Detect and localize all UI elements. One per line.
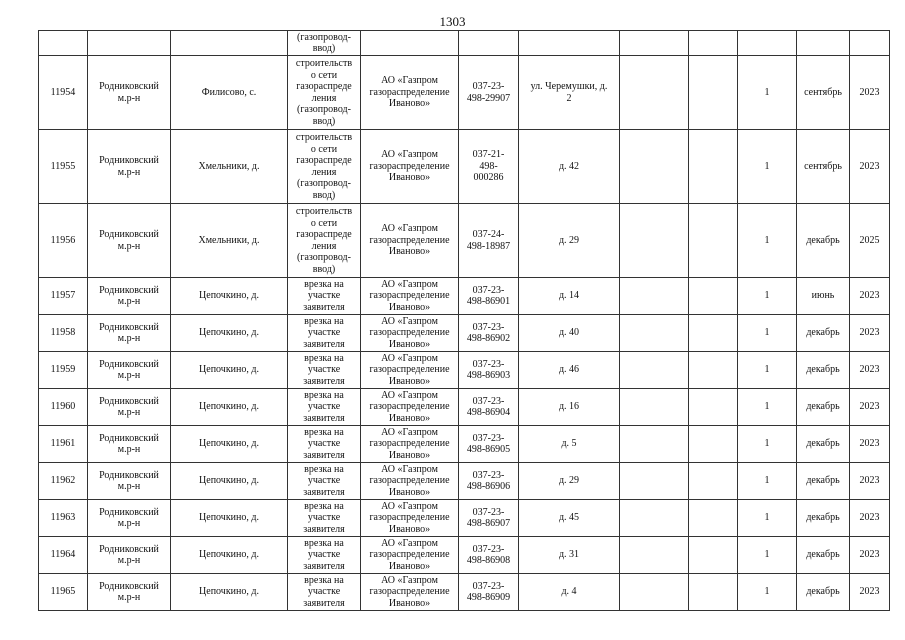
- district-text: Родниковский м.р-н: [99, 81, 159, 104]
- year-text: 2023: [859, 549, 880, 561]
- cell-empty: [620, 315, 689, 352]
- qty-text: 1: [764, 401, 770, 413]
- cell-district: [88, 537, 171, 574]
- cell-address: [519, 389, 620, 426]
- qty-text: 1: [764, 512, 770, 524]
- cell-work-type: [288, 56, 361, 130]
- cell-locality: [171, 315, 288, 352]
- cell-org: [361, 204, 459, 278]
- qty-text: 1: [764, 160, 770, 172]
- district-text: Родниковский м.р-н: [99, 155, 159, 178]
- work-type-text: (газопровод- ввод): [297, 31, 351, 54]
- cell-locality: [171, 500, 288, 537]
- cell-code: [459, 56, 519, 130]
- cell-month: [797, 315, 850, 352]
- table-row: [39, 204, 890, 278]
- cell-qty: [738, 426, 797, 463]
- cell-district: [88, 574, 171, 611]
- org-text: АО «Газпром газораспределение Иваново»: [369, 278, 450, 313]
- locality-text: Цепочкино, д.: [199, 401, 259, 413]
- cell-code: [459, 278, 519, 315]
- cell-locality: [171, 56, 288, 130]
- cell-district: [88, 389, 171, 426]
- month-text: декабрь: [806, 401, 840, 413]
- cell-locality: [171, 352, 288, 389]
- cell-org: [361, 389, 459, 426]
- month-text: сентябрь: [804, 160, 842, 172]
- org-text: АО «Газпром газораспределение Иваново»: [369, 426, 450, 461]
- id-text: 11956: [50, 234, 76, 246]
- cell-month: [797, 56, 850, 130]
- cell-year: [850, 574, 890, 611]
- code-text: 037-23- 498-86908: [466, 543, 511, 566]
- cell-address: [519, 500, 620, 537]
- cell-empty: [689, 56, 738, 130]
- district-text: Родниковский м.р-н: [99, 321, 159, 344]
- page-number: 1303: [439, 14, 466, 29]
- id-text: 11959: [50, 364, 76, 376]
- locality-text: Цепочкино, д.: [199, 512, 259, 524]
- code-text: 037-23- 498-29907: [466, 81, 511, 104]
- cell-district: [88, 204, 171, 278]
- district-text: Родниковский м.р-н: [99, 358, 159, 381]
- cell-empty: [620, 463, 689, 500]
- cell-month: [797, 500, 850, 537]
- cell-address: [519, 315, 620, 352]
- cell-district: [88, 315, 171, 352]
- work-type-text: врезка на участке заявителя: [303, 537, 345, 572]
- cell-code: [459, 426, 519, 463]
- org-text: АО «Газпром газораспределение Иваново»: [369, 389, 450, 424]
- cell-month: [797, 389, 850, 426]
- cell-empty: [689, 463, 738, 500]
- cell-district: [88, 31, 171, 56]
- cell-org: [361, 278, 459, 315]
- registry-table: [38, 30, 890, 611]
- cell-month: [797, 537, 850, 574]
- cell-code: [459, 204, 519, 278]
- district-text: Родниковский м.р-н: [99, 284, 159, 307]
- locality-text: Цепочкино, д.: [199, 327, 259, 339]
- district-text: Родниковский м.р-н: [99, 469, 159, 492]
- locality-text: Цепочкино, д.: [199, 290, 259, 302]
- qty-text: 1: [764, 438, 770, 450]
- cell-org: [361, 426, 459, 463]
- locality-text: Хмельники, д.: [198, 234, 260, 246]
- cell-locality: [171, 130, 288, 204]
- cell-id: [39, 315, 88, 352]
- cell-work-type: [288, 426, 361, 463]
- cell-empty: [689, 389, 738, 426]
- month-text: декабрь: [806, 549, 840, 561]
- id-text: 11963: [50, 512, 76, 524]
- work-type-text: врезка на участке заявителя: [303, 426, 345, 461]
- year-text: 2023: [859, 364, 880, 376]
- cell-qty: [738, 56, 797, 130]
- table-row: [39, 56, 890, 130]
- code-text: 037-24- 498-18987: [466, 229, 511, 252]
- work-type-text: врезка на участке заявителя: [303, 352, 345, 387]
- cell-empty: [620, 278, 689, 315]
- cell-qty: [738, 500, 797, 537]
- org-text: АО «Газпром газораспределение Иваново»: [369, 149, 450, 184]
- id-text: 11964: [50, 549, 76, 561]
- table-row: [39, 426, 890, 463]
- cell-empty: [620, 426, 689, 463]
- org-text: АО «Газпром газораспределение Иваново»: [369, 500, 450, 535]
- code-text: 037-23- 498-86903: [466, 358, 511, 381]
- cell-empty: [689, 352, 738, 389]
- cell-code: [459, 352, 519, 389]
- cell-empty: [689, 278, 738, 315]
- work-type-text: врезка на участке заявителя: [303, 574, 345, 609]
- cell-work-type: [288, 463, 361, 500]
- cell-locality: [171, 278, 288, 315]
- cell-month: [797, 426, 850, 463]
- cell-empty: [620, 204, 689, 278]
- cell-qty: [738, 278, 797, 315]
- cell-qty: [738, 537, 797, 574]
- cell-district: [88, 130, 171, 204]
- year-text: 2023: [859, 475, 880, 487]
- district-text: Родниковский м.р-н: [99, 432, 159, 455]
- month-text: декабрь: [806, 586, 840, 598]
- cell-id: [39, 500, 88, 537]
- cell-qty: [738, 204, 797, 278]
- table-row: [39, 278, 890, 315]
- cell-code: [459, 130, 519, 204]
- cell-empty: [620, 130, 689, 204]
- year-text: 2023: [859, 438, 880, 450]
- cell-work-type: [288, 31, 361, 56]
- cell-code: [459, 463, 519, 500]
- code-text: 037-23- 498-86906: [466, 469, 511, 492]
- address-text: д. 42: [558, 160, 580, 172]
- cell-locality: [171, 31, 288, 56]
- cell-year: [850, 352, 890, 389]
- id-text: 11957: [50, 290, 76, 302]
- address-text: д. 5: [561, 438, 577, 450]
- id-text: 11961: [50, 438, 76, 450]
- locality-text: Цепочкино, д.: [199, 549, 259, 561]
- cell-month: [797, 130, 850, 204]
- cell-org: [361, 130, 459, 204]
- cell-org: [361, 31, 459, 56]
- cell-empty: [689, 130, 738, 204]
- work-type-text: врезка на участке заявителя: [303, 500, 345, 535]
- code-text: 037-23- 498-86901: [466, 284, 511, 307]
- table-row: [39, 537, 890, 574]
- work-type-text: врезка на участке заявителя: [303, 278, 345, 313]
- address-text: д. 45: [558, 512, 580, 524]
- org-text: АО «Газпром газораспределение Иваново»: [369, 75, 450, 110]
- cell-empty: [620, 352, 689, 389]
- month-text: сентябрь: [804, 86, 842, 98]
- cell-empty: [620, 574, 689, 611]
- cell-work-type: [288, 500, 361, 537]
- work-type-text: врезка на участке заявителя: [303, 315, 345, 350]
- org-text: АО «Газпром газораспределение Иваново»: [369, 537, 450, 572]
- cell-empty: [689, 537, 738, 574]
- year-text: 2023: [859, 290, 880, 302]
- year-text: 2023: [859, 160, 880, 172]
- district-text: Родниковский м.р-н: [99, 506, 159, 529]
- cell-month: [797, 278, 850, 315]
- cell-locality: [171, 204, 288, 278]
- cell-work-type: [288, 130, 361, 204]
- address-text: д. 4: [561, 586, 577, 598]
- cell-address: [519, 31, 620, 56]
- cell-year: [850, 389, 890, 426]
- cell-qty: [738, 130, 797, 204]
- cell-id: [39, 537, 88, 574]
- cell-id: [39, 56, 88, 130]
- table-row: [39, 130, 890, 204]
- locality-text: Цепочкино, д.: [199, 475, 259, 487]
- qty-text: 1: [764, 290, 770, 302]
- cell-address: [519, 426, 620, 463]
- work-type-text: врезка на участке заявителя: [303, 389, 345, 424]
- work-type-text: строительств о сети газораспреде ления (газопровод- ввод): [295, 206, 353, 275]
- id-text: 11965: [50, 586, 76, 598]
- locality-text: Хмельники, д.: [198, 160, 260, 172]
- table-row: [39, 463, 890, 500]
- cell-id: [39, 389, 88, 426]
- code-text: 037-23- 498-86902: [466, 321, 511, 344]
- cell-work-type: [288, 389, 361, 426]
- cell-qty: [738, 389, 797, 426]
- cell-work-type: [288, 537, 361, 574]
- table-row: [39, 315, 890, 352]
- month-text: декабрь: [806, 512, 840, 524]
- cell-year: [850, 315, 890, 352]
- org-text: АО «Газпром газораспределение Иваново»: [369, 223, 450, 258]
- id-text: 11960: [50, 401, 76, 413]
- cell-work-type: [288, 278, 361, 315]
- qty-text: 1: [764, 364, 770, 376]
- code-text: 037-23- 498-86907: [466, 506, 511, 529]
- cell-district: [88, 56, 171, 130]
- month-text: декабрь: [806, 327, 840, 339]
- cell-id: [39, 278, 88, 315]
- cell-year: [850, 426, 890, 463]
- cell-code: [459, 500, 519, 537]
- year-text: 2025: [859, 234, 880, 246]
- district-text: Родниковский м.р-н: [99, 229, 159, 252]
- id-text: 11962: [50, 475, 76, 487]
- cell-year: [850, 31, 890, 56]
- qty-text: 1: [764, 86, 770, 98]
- cell-code: [459, 315, 519, 352]
- cell-id: [39, 130, 88, 204]
- address-text: д. 16: [558, 401, 580, 413]
- cell-org: [361, 574, 459, 611]
- cell-work-type: [288, 574, 361, 611]
- org-text: АО «Газпром газораспределение Иваново»: [369, 574, 450, 609]
- cell-address: [519, 130, 620, 204]
- work-type-text: строительств о сети газораспреде ления (газопровод- ввод): [295, 58, 353, 127]
- code-text: 037-23- 498-86904: [466, 395, 511, 418]
- cell-year: [850, 500, 890, 537]
- cell-empty: [689, 500, 738, 537]
- id-text: 11955: [50, 160, 76, 172]
- table-row: [39, 31, 890, 56]
- cell-org: [361, 56, 459, 130]
- org-text: АО «Газпром газораспределение Иваново»: [369, 315, 450, 350]
- cell-org: [361, 537, 459, 574]
- cell-code: [459, 574, 519, 611]
- cell-qty: [738, 31, 797, 56]
- address-text: д. 29: [558, 475, 580, 487]
- address-text: д. 29: [558, 234, 580, 246]
- cell-locality: [171, 389, 288, 426]
- cell-qty: [738, 463, 797, 500]
- district-text: Родниковский м.р-н: [99, 580, 159, 603]
- year-text: 2023: [859, 586, 880, 598]
- address-text: д. 14: [558, 290, 580, 302]
- qty-text: 1: [764, 549, 770, 561]
- month-text: декабрь: [806, 364, 840, 376]
- cell-address: [519, 204, 620, 278]
- cell-work-type: [288, 352, 361, 389]
- cell-year: [850, 537, 890, 574]
- table-row: [39, 352, 890, 389]
- cell-org: [361, 500, 459, 537]
- org-text: АО «Газпром газораспределение Иваново»: [369, 463, 450, 498]
- work-type-text: врезка на участке заявителя: [303, 463, 345, 498]
- cell-empty: [689, 315, 738, 352]
- qty-text: 1: [764, 234, 770, 246]
- cell-work-type: [288, 315, 361, 352]
- qty-text: 1: [764, 475, 770, 487]
- cell-empty: [620, 500, 689, 537]
- code-text: 037-23- 498-86909: [466, 580, 511, 603]
- address-text: д. 40: [558, 327, 580, 339]
- cell-month: [797, 204, 850, 278]
- qty-text: 1: [764, 327, 770, 339]
- cell-month: [797, 352, 850, 389]
- cell-code: [459, 537, 519, 574]
- cell-id: [39, 204, 88, 278]
- table-row: [39, 389, 890, 426]
- cell-address: [519, 56, 620, 130]
- cell-month: [797, 463, 850, 500]
- id-text: 11958: [50, 327, 76, 339]
- cell-locality: [171, 426, 288, 463]
- address-text: д. 46: [558, 364, 580, 376]
- cell-year: [850, 463, 890, 500]
- cell-month: [797, 31, 850, 56]
- cell-year: [850, 204, 890, 278]
- cell-district: [88, 426, 171, 463]
- cell-empty: [620, 537, 689, 574]
- table-row: [39, 500, 890, 537]
- locality-text: Цепочкино, д.: [199, 586, 259, 598]
- cell-qty: [738, 352, 797, 389]
- cell-id: [39, 352, 88, 389]
- cell-month: [797, 574, 850, 611]
- locality-text: Цепочкино, д.: [199, 364, 259, 376]
- cell-empty: [689, 204, 738, 278]
- cell-address: [519, 278, 620, 315]
- year-text: 2023: [859, 401, 880, 413]
- code-text: 037-21- 498- 000286: [472, 149, 505, 184]
- cell-district: [88, 278, 171, 315]
- id-text: 11954: [50, 86, 76, 98]
- cell-address: [519, 463, 620, 500]
- cell-id: [39, 31, 88, 56]
- district-text: Родниковский м.р-н: [99, 543, 159, 566]
- district-text: Родниковский м.р-н: [99, 395, 159, 418]
- cell-empty: [620, 31, 689, 56]
- cell-empty: [620, 56, 689, 130]
- cell-year: [850, 130, 890, 204]
- locality-text: Филисово, с.: [201, 86, 257, 98]
- locality-text: Цепочкино, д.: [199, 438, 259, 450]
- cell-district: [88, 500, 171, 537]
- address-text: ул. Черемушки, д. 2: [530, 81, 608, 104]
- cell-address: [519, 537, 620, 574]
- cell-empty: [689, 426, 738, 463]
- cell-locality: [171, 574, 288, 611]
- address-text: д. 31: [558, 549, 580, 561]
- cell-year: [850, 56, 890, 130]
- org-text: АО «Газпром газораспределение Иваново»: [369, 352, 450, 387]
- cell-empty: [620, 389, 689, 426]
- year-text: 2023: [859, 327, 880, 339]
- cell-qty: [738, 315, 797, 352]
- cell-code: [459, 389, 519, 426]
- code-text: 037-23- 498-86905: [466, 432, 511, 455]
- cell-org: [361, 463, 459, 500]
- cell-id: [39, 463, 88, 500]
- month-text: декабрь: [806, 234, 840, 246]
- cell-address: [519, 574, 620, 611]
- cell-code: [459, 31, 519, 56]
- cell-district: [88, 352, 171, 389]
- year-text: 2023: [859, 86, 880, 98]
- cell-district: [88, 463, 171, 500]
- cell-id: [39, 426, 88, 463]
- cell-address: [519, 352, 620, 389]
- cell-org: [361, 352, 459, 389]
- cell-org: [361, 315, 459, 352]
- table-row: [39, 574, 890, 611]
- year-text: 2023: [859, 512, 880, 524]
- cell-work-type: [288, 204, 361, 278]
- month-text: декабрь: [806, 438, 840, 450]
- month-text: декабрь: [806, 475, 840, 487]
- month-text: июнь: [811, 290, 835, 302]
- work-type-text: строительств о сети газораспреде ления (газопровод- ввод): [295, 132, 353, 201]
- qty-text: 1: [764, 586, 770, 598]
- cell-id: [39, 574, 88, 611]
- cell-empty: [689, 574, 738, 611]
- cell-year: [850, 278, 890, 315]
- cell-locality: [171, 537, 288, 574]
- cell-locality: [171, 463, 288, 500]
- cell-qty: [738, 574, 797, 611]
- cell-empty: [689, 31, 738, 56]
